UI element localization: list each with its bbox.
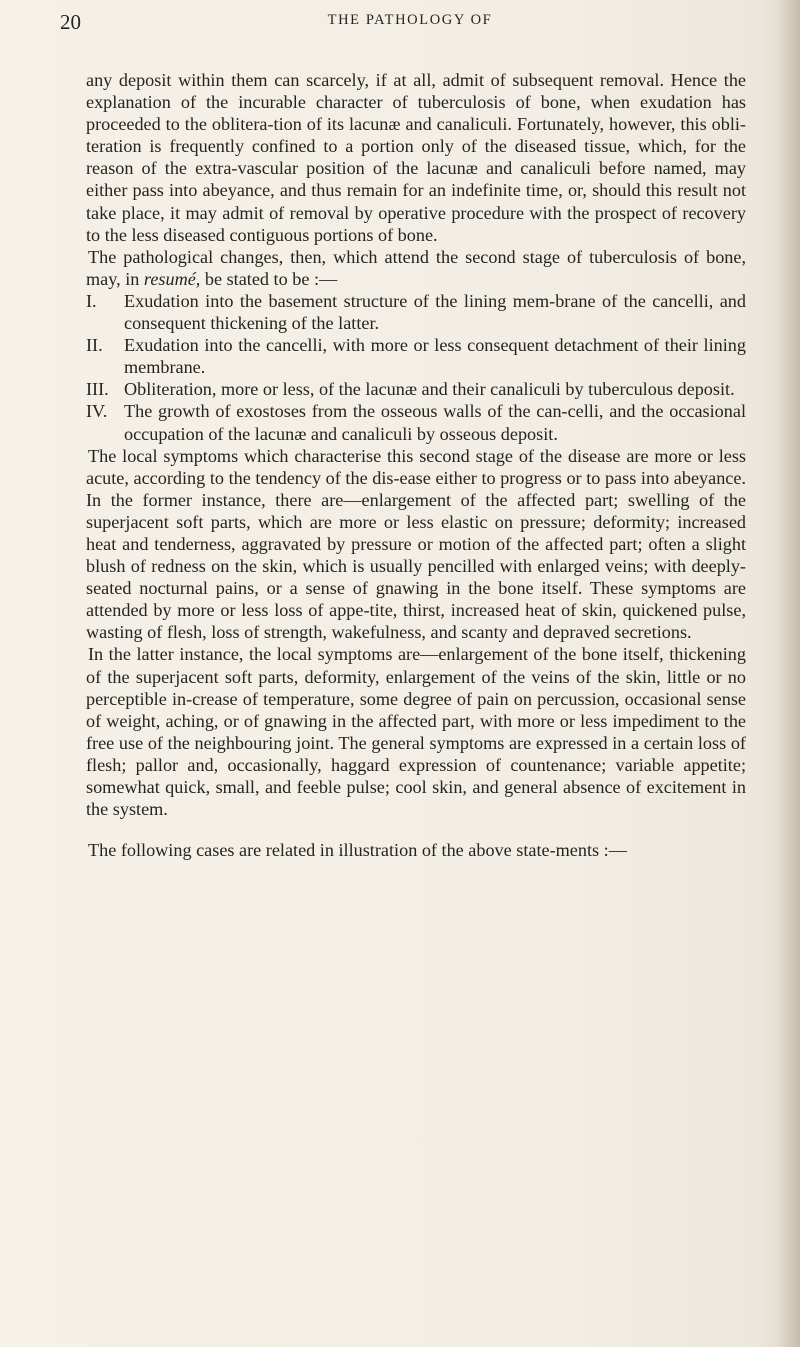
list-item-text: The growth of exostoses from the osseous walls of the can-celli, and the occasional occupation of the lacunæ and canaliculi by osseous deposit. bbox=[124, 401, 746, 444]
list-item bbox=[86, 378, 746, 400]
list-item bbox=[86, 290, 746, 334]
paragraph-4: In the latter instance, the local symptoms are—enlargement of the bone itself, thickening of the superjacent soft parts, deformity, enlargement of the veins of the skin, little or no perceptible in-crease of temperature, some degree of pain on percussion, occasional sense of weight, aching, or of gnawing in the affected part, with more or less impediment to the free use of the neighbouring joint. The general symptoms are expressed in a certain loss of flesh; pallor and, occasionally, haggard expression of countenance; variable appetite; somewhat quick, small, and feeble pulse; cool skin, and general absence of excitement in the system. bbox=[86, 644, 746, 820]
list-item-text: Obliteration, more or less, of the lacunæ and their canaliculi by tuberculous deposit. bbox=[124, 379, 735, 400]
list-item-text: Exudation into the basement structure of the lining mem-brane of the cancelli, and consequent thickening of the latter. bbox=[124, 290, 746, 334]
list-item-text: Exudation into the cancelli, with more or less consequent detachment of their lining membrane. bbox=[124, 335, 746, 378]
paragraph-2-start: The pathological changes, then, which attend the second stage of tuberculosis of bone, may, in bbox=[86, 246, 746, 289]
list-numeral: I. bbox=[86, 290, 97, 311]
body-text bbox=[86, 69, 746, 861]
list-item bbox=[86, 334, 746, 378]
paragraph-2-italic: resumé bbox=[143, 268, 196, 289]
paragraph-2-end: , be stated to be :— bbox=[195, 268, 338, 289]
paragraph-5: The following cases are related in illustration of the above state-ments :— bbox=[88, 840, 627, 861]
pathological-changes-list bbox=[86, 290, 746, 445]
list-numeral: II. bbox=[86, 335, 103, 356]
page-header bbox=[60, 10, 760, 38]
paragraph-3: The local symptoms which characterise this second stage of the disease are more or less acute, according to the tendency of the dis-ease either to progress or to pass into abeyance. In the former instance, there are—enlargement of the affected part; swelling of the superjacent soft parts, which are more or less elastic on pressure; deformity; increased heat and tenderness, aggravated by pressure or motion of the affected part; often a slight blush of redness on the skin, which is usually pencilled with enlarged veins; with deeply-seated nocturnal pains, or a sense of gnawing in the bone itself. These symptoms are attended by more or less loss of appe-tite, thirst, increased heat of skin, quickened pulse, wasting of flesh, loss of strength, wakefulness, and scanty and depraved secretions. bbox=[86, 445, 746, 643]
page-edge-shadow bbox=[778, 0, 800, 1347]
paragraph-2 bbox=[86, 246, 746, 290]
running-head: THE PATHOLOGY OF bbox=[327, 12, 493, 28]
list-numeral: IV. bbox=[86, 401, 108, 422]
list-numeral: III. bbox=[86, 379, 109, 400]
paragraph-gap bbox=[86, 820, 746, 839]
paragraph-1: any deposit within them can scarcely, if at all, admit of subsequent removal. Hence the explanation of the incurable character of tuberculosis of bone, when exudation has proceeded to the oblitera-tion of its lacunæ and canaliculi. Fortunately, however, this obli-teration is frequently confined to a portion only of the diseased tissue, which, for the reason of the extra-vascular position of the lacunæ and canaliculi before named, may either pass into abeyance, and thus remain for an indefinite time, or, should this result not take place, it may admit of removal by operative procedure with the prospect of recovery to the less diseased contiguous portions of bone. bbox=[86, 70, 746, 245]
list-item bbox=[86, 400, 746, 444]
page-number: 20 bbox=[60, 10, 81, 34]
